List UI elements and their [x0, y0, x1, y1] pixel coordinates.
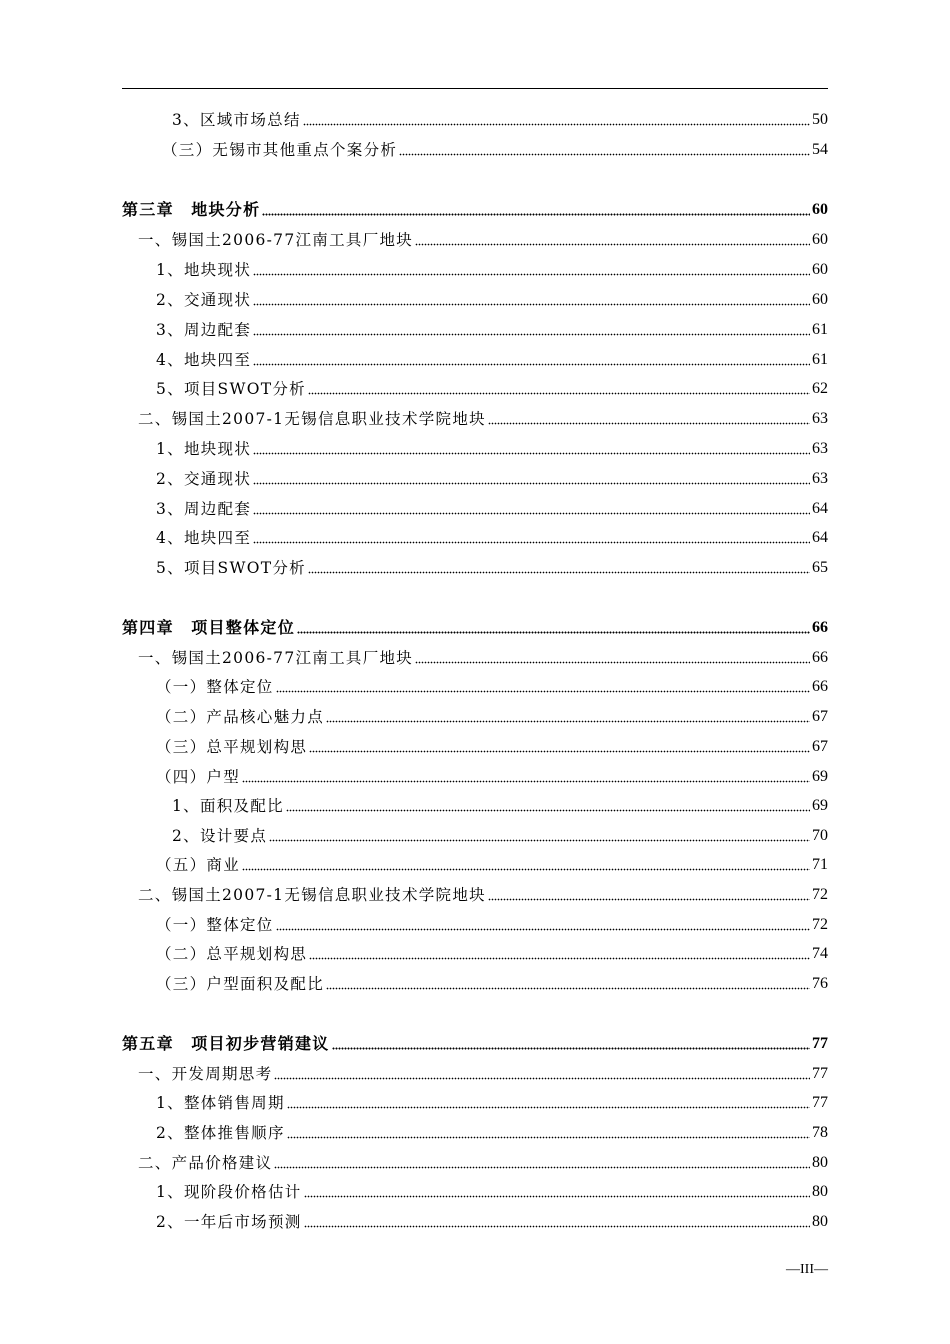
toc-entry[interactable] [122, 818, 828, 846]
toc-dot-leader [253, 363, 810, 366]
toc-entry[interactable] [122, 877, 828, 905]
toc-dot-leader [287, 1106, 810, 1109]
toc-dot-leader [332, 1047, 810, 1050]
toc-entry-page: 66 [812, 678, 828, 695]
toc-entry[interactable] [122, 669, 828, 697]
toc-dot-leader [253, 452, 810, 455]
toc-dot-leader [304, 1195, 810, 1198]
toc-entry-page: 71 [812, 856, 828, 873]
toc-dot-leader [262, 213, 810, 216]
toc-entry[interactable] [122, 1204, 828, 1232]
toc-entry-title: 1、地块现状 [156, 261, 252, 279]
toc-entry-title: 2、设计要点 [172, 827, 268, 845]
toc-entry[interactable] [122, 491, 828, 519]
toc-dot-leader [309, 957, 810, 960]
toc-dot-leader [309, 750, 810, 753]
toc-entry[interactable] [122, 312, 828, 340]
toc-entry[interactable] [122, 342, 828, 370]
toc-entry[interactable] [122, 222, 828, 250]
toc-entry-page: 69 [812, 797, 828, 814]
toc-entry[interactable] [122, 520, 828, 548]
page-number: —III— [786, 1262, 828, 1277]
toc-entry-page: 64 [812, 529, 828, 546]
toc-entry-page: 77 [812, 1035, 828, 1052]
toc-entry-title: 一、开发周期思考 [138, 1065, 273, 1083]
toc-entry-page: 80 [812, 1213, 828, 1230]
toc-dot-leader [297, 631, 810, 634]
toc-dot-leader [253, 541, 810, 544]
toc-entry-title: （一）整体定位 [156, 916, 274, 934]
toc-entry-page: 74 [812, 945, 828, 962]
toc-entry-title: 第三章 地块分析 [122, 200, 261, 219]
toc-dot-leader [326, 987, 810, 990]
toc-entry[interactable] [122, 401, 828, 429]
toc-entry-page: 60 [812, 291, 828, 308]
toc-entry-title: 第四章 项目整体定位 [122, 618, 296, 637]
toc-dot-leader [415, 661, 810, 664]
toc-chapter-entry[interactable] [122, 192, 828, 220]
toc-entry-title: （一）整体定位 [156, 678, 274, 696]
toc-entry-page: 62 [812, 380, 828, 397]
toc-entry-title: （三）总平规划构思 [156, 738, 308, 756]
toc-entry-title: 5、项目SWOT分析 [156, 380, 306, 398]
toc-entry[interactable] [122, 936, 828, 964]
toc-entry-title: （四）户型 [156, 768, 241, 786]
toc-entry[interactable] [122, 640, 828, 668]
toc-entry[interactable] [122, 699, 828, 727]
toc-entry-title: 2、交通现状 [156, 470, 252, 488]
toc-dot-leader [269, 839, 810, 842]
toc-entry[interactable] [122, 371, 828, 399]
toc-dot-leader [326, 720, 810, 723]
toc-dot-leader [274, 1166, 810, 1169]
toc-entry[interactable] [122, 282, 828, 310]
toc-entry-page: 61 [812, 321, 828, 338]
toc-entry-title: 2、整体推售顺序 [156, 1124, 285, 1142]
toc-entry-title: 2、一年后市场预测 [156, 1213, 302, 1231]
toc-entry-title: 5、项目SWOT分析 [156, 559, 306, 577]
toc-entry[interactable] [122, 102, 828, 130]
toc-entry-page: 72 [812, 886, 828, 903]
toc-entry-title: 一、锡国土2006-77江南工具厂地块 [138, 231, 414, 249]
toc-entry-page: 63 [812, 440, 828, 457]
toc-dot-leader [274, 1077, 810, 1080]
toc-dot-leader [488, 422, 810, 425]
toc-entry-title: 第五章 项目初步营销建议 [122, 1034, 330, 1053]
toc-chapter-entry[interactable] [122, 1026, 828, 1054]
toc-entry[interactable] [122, 1174, 828, 1202]
toc-entry[interactable] [122, 759, 828, 787]
toc-entry-page: 72 [812, 916, 828, 933]
toc-dot-leader [276, 928, 810, 931]
toc-entry[interactable] [122, 729, 828, 757]
header-rule [122, 88, 828, 89]
toc-entry-title: （三）无锡市其他重点个案分析 [162, 141, 398, 159]
toc-entry-title: （五）商业 [156, 856, 241, 874]
toc-entry-page: 63 [812, 410, 828, 427]
toc-entry-page: 63 [812, 470, 828, 487]
toc-dot-leader [242, 780, 810, 783]
toc-entry-page: 50 [812, 111, 828, 128]
toc-entry[interactable] [122, 1145, 828, 1173]
toc-entry-page: 77 [812, 1094, 828, 1111]
toc-entry-title: 4、地块四至 [156, 529, 252, 547]
toc-dot-leader [399, 153, 810, 156]
toc-entry-page: 78 [812, 1124, 828, 1141]
toc-entry[interactable] [122, 132, 828, 160]
toc-entry-page: 64 [812, 500, 828, 517]
toc-entry[interactable] [122, 550, 828, 578]
toc-dot-leader [253, 512, 810, 515]
toc-entry-page: 80 [812, 1183, 828, 1200]
toc-entry-title: 二、锡国土2007-1无锡信息职业技术学院地块 [138, 410, 486, 428]
toc-entry-page: 60 [812, 231, 828, 248]
toc-entry[interactable] [122, 966, 828, 994]
toc-dot-leader [253, 333, 810, 336]
toc-entry-page: 69 [812, 768, 828, 785]
toc-entry-title: 二、产品价格建议 [138, 1154, 273, 1172]
toc-dot-leader [276, 690, 810, 693]
toc-dot-leader [242, 868, 810, 871]
toc-entry-page: 66 [812, 619, 828, 636]
toc-entry-page: 77 [812, 1065, 828, 1082]
toc-entry-title: （三）户型面积及配比 [156, 975, 325, 993]
toc-dot-leader [415, 243, 810, 246]
toc-entry-page: 66 [812, 649, 828, 666]
toc-entry-page: 70 [812, 827, 828, 844]
toc-entry-title: 1、整体销售周期 [156, 1094, 285, 1112]
toc-chapter-entry[interactable] [122, 610, 828, 638]
toc-entry-page: 65 [812, 559, 828, 576]
toc-entry-page: 80 [812, 1154, 828, 1171]
toc-entry-page: 60 [812, 261, 828, 278]
toc-dot-leader [308, 571, 810, 574]
toc-entry-page: 54 [812, 141, 828, 158]
toc-entry[interactable] [122, 788, 828, 816]
toc-entry[interactable] [122, 1056, 828, 1084]
toc-entry[interactable] [122, 1115, 828, 1143]
toc-entry[interactable] [122, 461, 828, 489]
toc-entry-title: 一、锡国土2006-77江南工具厂地块 [138, 649, 414, 667]
toc-entry-title: 1、现阶段价格估计 [156, 1183, 302, 1201]
toc-dot-leader [303, 123, 810, 126]
toc-dot-leader [304, 1225, 810, 1228]
toc-entry-page: 61 [812, 351, 828, 368]
toc-dot-leader [286, 809, 810, 812]
toc-dot-leader [253, 273, 810, 276]
toc-entry[interactable] [122, 847, 828, 875]
toc-entry[interactable] [122, 252, 828, 280]
toc-entry-title: （二）总平规划构思 [156, 945, 308, 963]
toc-entry-title: 二、锡国土2007-1无锡信息职业技术学院地块 [138, 886, 486, 904]
toc-entry-title: 1、地块现状 [156, 440, 252, 458]
toc-entry-title: 3、周边配套 [156, 500, 252, 518]
toc-entry-title: 4、地块四至 [156, 351, 252, 369]
toc-dot-leader [308, 392, 810, 395]
toc-entry-page: 67 [812, 708, 828, 725]
toc-entry-page: 76 [812, 975, 828, 992]
toc-entry-page: 67 [812, 738, 828, 755]
toc-entry-title: 3、周边配套 [156, 321, 252, 339]
toc-dot-leader [287, 1136, 810, 1139]
toc-entry-page: 60 [812, 201, 828, 218]
toc-entry[interactable] [122, 1085, 828, 1113]
toc-entry-title: （二）产品核心魅力点 [156, 708, 325, 726]
toc-entry-title: 1、面积及配比 [172, 797, 284, 815]
toc-entry-title: 3、区域市场总结 [172, 111, 301, 129]
toc-dot-leader [488, 898, 810, 901]
toc-entry-title: 2、交通现状 [156, 291, 252, 309]
toc-dot-leader [253, 482, 810, 485]
toc-dot-leader [253, 303, 810, 306]
toc-entry[interactable] [122, 907, 828, 935]
toc-entry[interactable] [122, 431, 828, 459]
